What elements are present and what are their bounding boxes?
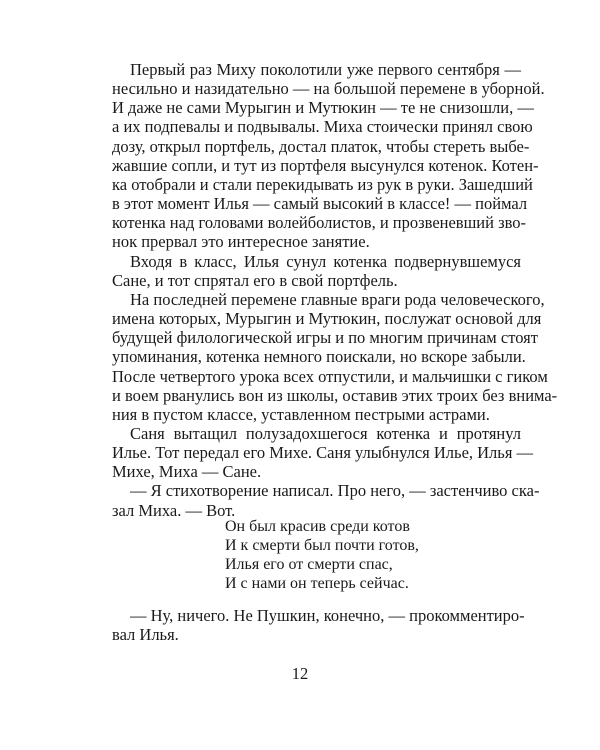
text-line: имена которых, Мурыгин и Мутюкин, послужат основой для: [112, 309, 542, 329]
poem-line: Он был красив среди котов: [225, 518, 410, 535]
poem-line: И с нами он теперь сейчас.: [225, 575, 409, 592]
text-line: и воем рванулись вон из школы, оставив этих троих без внима-: [112, 385, 558, 405]
text-line: несильно и назидательно — на большой перемене в уборной.: [112, 79, 545, 99]
text-line: И даже не сами Мурыгин и Мутюкин — те не снизошли, —: [112, 98, 534, 118]
text-line: упоминания, котенка немного поискали, но вскоре забыли.: [112, 347, 526, 367]
page-number: 12: [291, 664, 309, 683]
text-line: Илье. Тот передал его Михе. Саня улыбнулся Илье, Илья —: [112, 443, 534, 463]
poem: [225, 517, 419, 593]
text-line: Саня вытащил полузадохшегося котенка и протянул: [130, 423, 521, 443]
text-line: зал Миха. — Вот.: [112, 500, 236, 520]
main-text: [112, 60, 558, 520]
text-line: котенка над головами волейболистов, и прозвеневший зво-: [112, 213, 527, 233]
text-line: На последней перемене главные враги рода человеческого,: [130, 289, 545, 309]
text-line: После четвертого урока всех отпустили, и мальчишки с гиком: [112, 366, 548, 386]
text-line: Сане, и тот спрятал его в свой портфель.: [112, 270, 398, 290]
text-line: — Я стихотворение написал. Про него, — застенчиво ска-: [130, 481, 540, 501]
text-line: ка отобрали и стали перекидывать из рук в руки. Зашедший: [112, 174, 533, 194]
poem-line: Илья его от смерти спас,: [225, 556, 393, 573]
closing-text: [112, 606, 525, 645]
text-line: Михе, Миха — Сане.: [112, 462, 262, 482]
text-line: а их подпевалы и подвывалы. Миха стоически принял свою: [112, 117, 533, 137]
poem-line: И к смерти был почти готов,: [225, 537, 419, 554]
text-line: Первый раз Миху поколотили уже первого сентября —: [130, 60, 521, 79]
text-line: нок прервал это интересное занятие.: [112, 232, 370, 252]
text-line: Входя в класс, Илья сунул котенка подвернувшемуся: [130, 251, 521, 271]
text-line: в этот момент Илья — самый высокий в классе! — поймал: [112, 194, 528, 214]
text-line: вал Илья.: [112, 625, 179, 645]
text-line: будущей филологической игры и по многим причинам стоят: [112, 328, 538, 348]
text-line: ния в пустом классе, уставленном пестрыми астрами.: [112, 404, 490, 424]
text-line: дозу, открыл портфель, достал платок, чтобы стереть выбе-: [112, 136, 530, 156]
text-line: — Ну, ничего. Не Пушкин, конечно, — прокомментиро-: [130, 606, 525, 625]
text-line: жавшие сопли, и тут из портфеля высунулся котенок. Котен-: [112, 155, 539, 175]
